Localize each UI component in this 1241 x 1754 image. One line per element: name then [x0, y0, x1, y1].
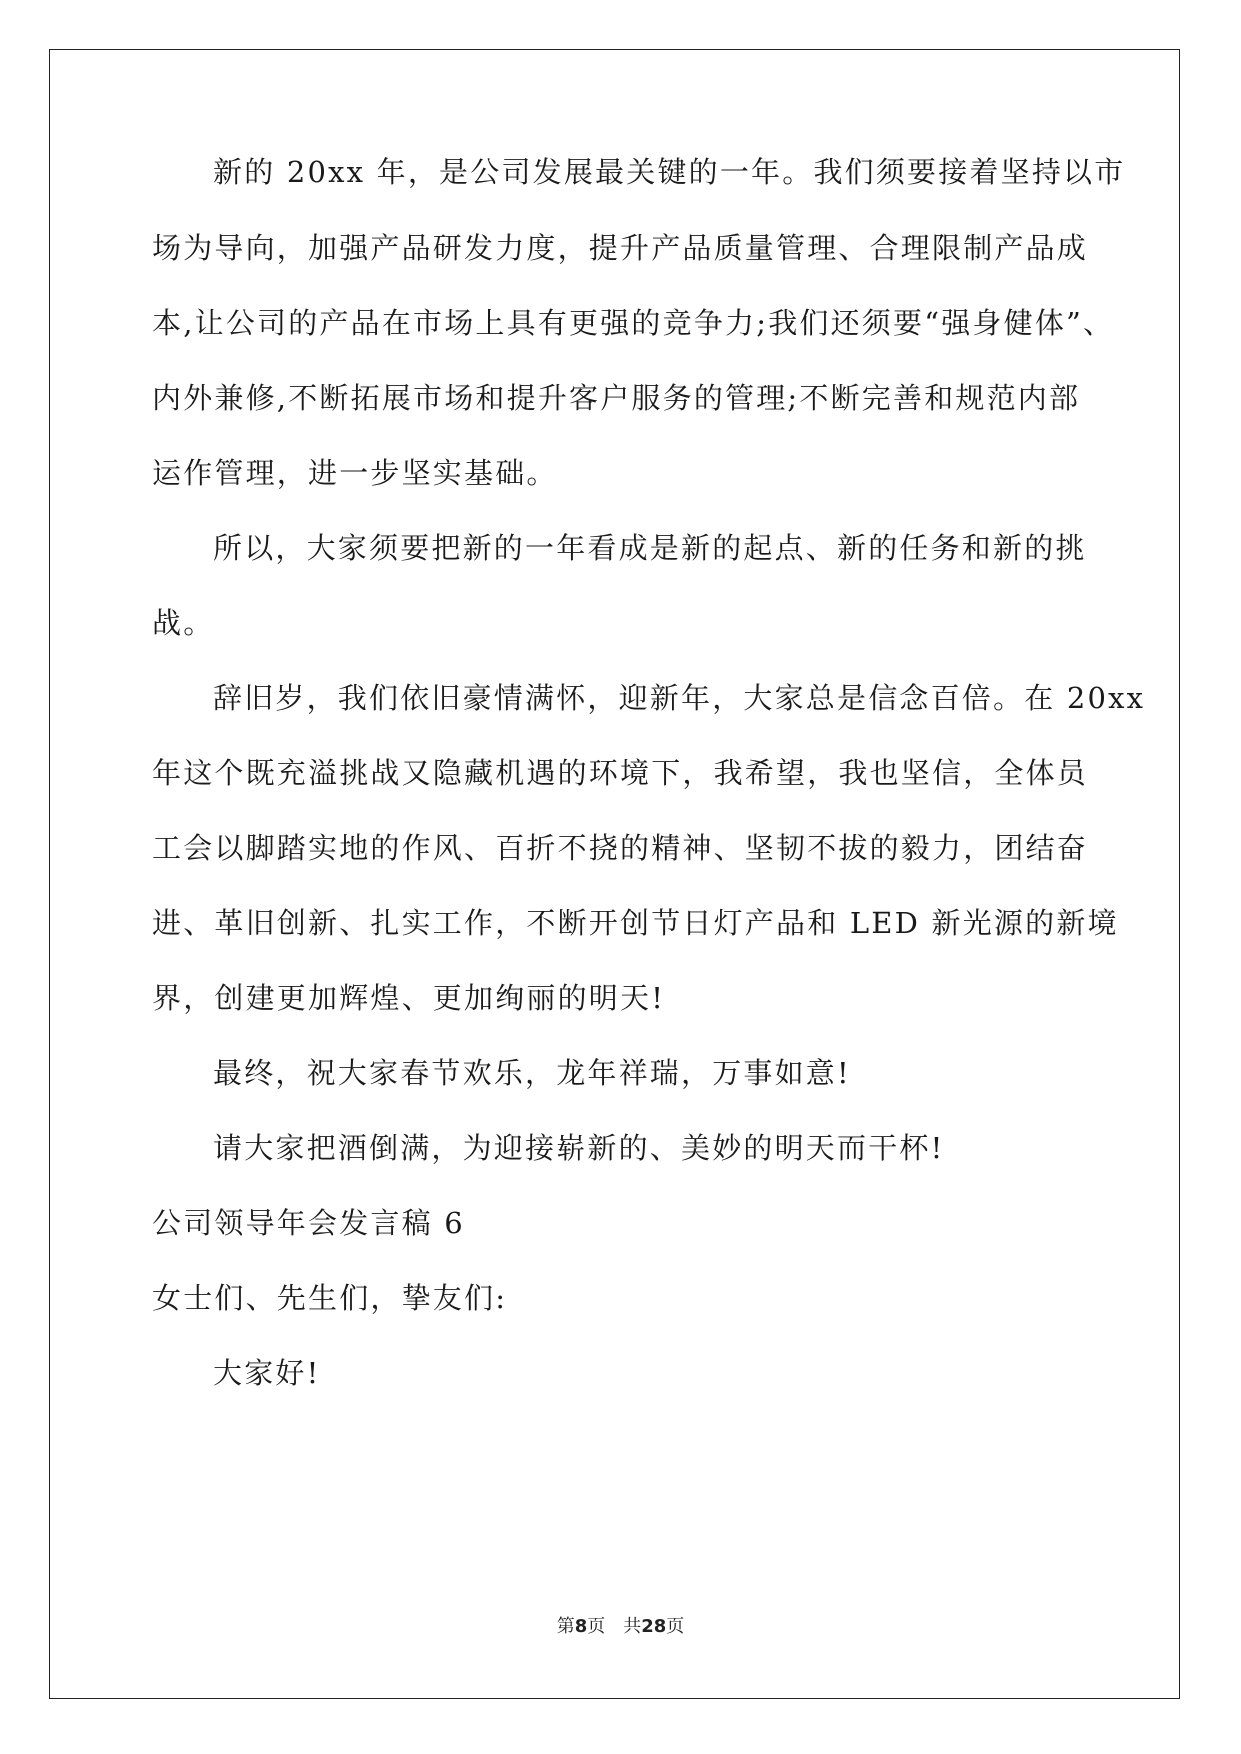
paragraph-line: 本,让公司的产品在市场上具有更强的竞争力;我们还须要“强身健体”、	[152, 306, 1115, 340]
section-heading: 公司领导年会发言稿 6	[152, 1206, 465, 1240]
paragraph-line: 请大家把酒倒满，为迎接崭新的、美妙的明天而干杯!	[213, 1131, 945, 1165]
page-suffix: 页	[587, 1616, 606, 1637]
paragraph-line: 场为导向，加强产品研发力度，提升产品质量管理、合理限制产品成	[152, 231, 1089, 265]
paragraph-line: 最终，祝大家春节欢乐，龙年祥瑞，万事如意!	[213, 1056, 851, 1090]
page-prefix: 第	[556, 1616, 575, 1637]
current-page-number: 8	[574, 1616, 588, 1637]
paragraph-line: 内外兼修,不断拓展市场和提升客户服务的管理;不断完善和规范内部	[152, 381, 1081, 415]
paragraph-line: 进、革旧创新、扎实工作，不断开创节日灯产品和 LED 新光源的新境	[152, 906, 1119, 940]
total-suffix: 页	[666, 1616, 685, 1637]
paragraph-line: 战。	[152, 606, 215, 640]
paragraph-line: 运作管理，进一步坚实基础。	[152, 456, 558, 490]
paragraph-line: 界，创建更加辉煌、更加绚丽的明天!	[152, 981, 666, 1015]
page-footer	[0, 1612, 1241, 1638]
total-page-count: 28	[641, 1616, 667, 1637]
paragraph-line: 工会以脚踏实地的作风、百折不挠的精神、坚韧不拔的毅力，团结奋	[152, 831, 1089, 865]
greeting-line: 大家好!	[213, 1356, 321, 1390]
paragraph-line: 所以，大家须要把新的一年看成是新的起点、新的任务和新的挑	[213, 531, 1087, 565]
page-frame	[49, 49, 1180, 1699]
total-prefix: 共	[623, 1616, 642, 1637]
paragraph-line: 辞旧岁，我们依旧豪情满怀，迎新年，大家总是信念百倍。在 20xx	[213, 681, 1146, 715]
paragraph-line: 新的 20xx 年，是公司发展最关键的一年。我们须要接着坚持以市	[213, 155, 1126, 189]
paragraph-line: 年这个既充溢挑战又隐藏机遇的环境下，我希望，我也坚信，全体员	[152, 756, 1089, 790]
salutation-line: 女士们、先生们，挚友们:	[152, 1281, 508, 1315]
